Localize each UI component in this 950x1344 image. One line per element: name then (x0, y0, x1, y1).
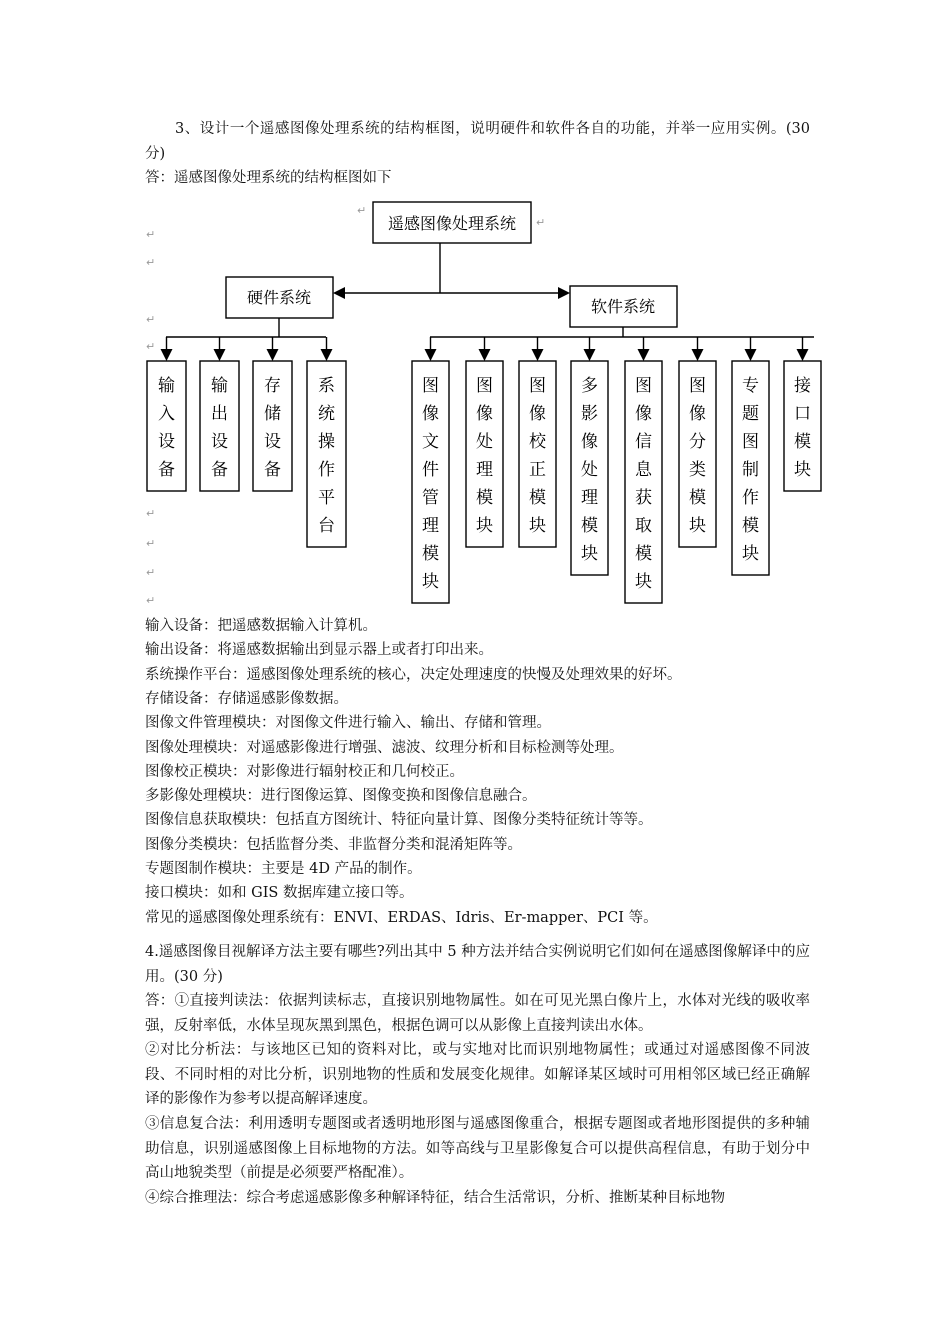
q3-question: 3、设计一个遥感图像处理系统的结构框图，说明硬件和软件各自的功能，并举一应用实例。(30 分) (145, 121, 810, 162)
q4-answer-4: ④综合推理法：综合考虑遥感影像多种解译特征，结合生活常识，分析、推断某种目标地物 (145, 1190, 725, 1206)
description-line: 接口模块：如和 GIS 数据库建立接口等。 (145, 885, 414, 902)
description-line: 专题图制作模块：主要是 4D 产品的制作。 (145, 861, 422, 877)
description-line: 图像处理模块：对遥感影像进行增强、滤波、纹理分析和目标检测等处理。 (145, 739, 624, 756)
description-line: 图像文件管理模块：对图像文件进行输入、输出、存储和管理。 (145, 715, 551, 732)
description-line: 图像信息获取模块：包括直方图统计、特征向量计算、图像分类特征统计等等。 (145, 812, 653, 829)
paragraph-mark: ↵ (146, 228, 156, 241)
hardware-item-label: 输出设备 (211, 376, 228, 480)
paragraph-mark: ↵ (146, 507, 156, 520)
paragraph-mark: ↵ (536, 216, 546, 229)
software-item-label: 图像文件管理模块 (422, 376, 439, 592)
software-label: 软件系统 (590, 297, 656, 316)
description-line: 多影像处理模块：进行图像运算、图像变换和图像信息融合。 (145, 788, 537, 805)
paragraph-mark: ↵ (146, 537, 156, 550)
description-line: 图像分类模块：包括监督分类、非监督分类和混淆矩阵等。 (145, 836, 522, 853)
paragraph-mark: ↵ (357, 204, 367, 217)
description-line: 输出设备：将遥感数据输出到显示器上或者打印出来。 (145, 642, 493, 659)
software-item-box (625, 361, 662, 603)
software-item-label: 接口模块 (794, 376, 811, 480)
hardware-label: 硬件系统 (246, 288, 312, 307)
paragraph-mark: ↵ (146, 340, 156, 353)
q4-answer-3: ③信息复合法：利用透明专题图或者透明地形图与遥感图像重合，根据专题图或者地形图提供的多种辅助信息，识别遥感图像上目标地物的方法。如等高线与卫星影像复合可以提供高程信息，有助于划分中高山地貌类型（前提是必须要严格配准）。 (145, 1116, 810, 1181)
software-item-box (412, 361, 449, 603)
q4-question: 4.遥感图像目视解译方法主要有哪些?列出其中 5 种方法并结合实例说明它们如何在遥感图像解译中的应用。(30 分) (145, 944, 810, 985)
hardware-item-label: 系统操作平台 (318, 376, 335, 536)
description-line: 存储设备：存储遥感影像数据。 (145, 690, 348, 707)
software-item-label: 多影像处理模块 (581, 376, 598, 564)
paragraph-mark: ↵ (146, 256, 156, 269)
paragraph-mark: ↵ (146, 594, 156, 607)
software-item-label: 图像处理模块 (476, 376, 493, 536)
software-item-label: 图像分类模块 (689, 376, 706, 536)
description-line: 输入设备：把遥感数据输入计算机。 (145, 618, 377, 634)
q4-answer-2: ②对比分析法：与该地区已知的资料对比，或与实地对比而识别地物属性；或通过对遥感图像不同波段、不同时相的对比分析，识别地物的性质和发展变化规律。如解译某区域时可用相邻区域已经正确解译的影像作为参考以提高解译速度。 (145, 1042, 810, 1107)
paragraph-mark: ↵ (146, 313, 156, 326)
description-line: 图像校正模块：对影像进行辐射校正和几何校正。 (145, 763, 464, 780)
software-item-label: 图像信息获取模块 (635, 376, 652, 592)
q3-answer-intro: 答：遥感图像处理系统的结构框图如下 (145, 170, 392, 186)
root-label: 遥感图像处理系统 (387, 214, 517, 233)
paragraph-mark: ↵ (146, 566, 156, 579)
software-item-label: 专题图制作模块 (742, 376, 759, 564)
hardware-item-label: 存储设备 (264, 376, 281, 480)
software-item-label: 图像校正模块 (529, 376, 546, 536)
description-line: 常见的遥感图像处理系统有：ENVI、ERDAS、Idris、Er-mapper、PCI 等。 (145, 909, 658, 926)
description-line: 系统操作平台：遥感图像处理系统的核心，决定处理速度的快慢及处理效果的好坏。 (145, 666, 682, 683)
hardware-item-label: 输入设备 (158, 376, 175, 480)
q4-answer-1: 答：①直接判读法：依据判读标志，直接识别地物属性。如在可见光黑白像片上，水体对光线的吸收率强，反射率低，水体呈现灰黑到黑色，根据色调可以从影像上直接判读出水体。 (145, 993, 810, 1034)
